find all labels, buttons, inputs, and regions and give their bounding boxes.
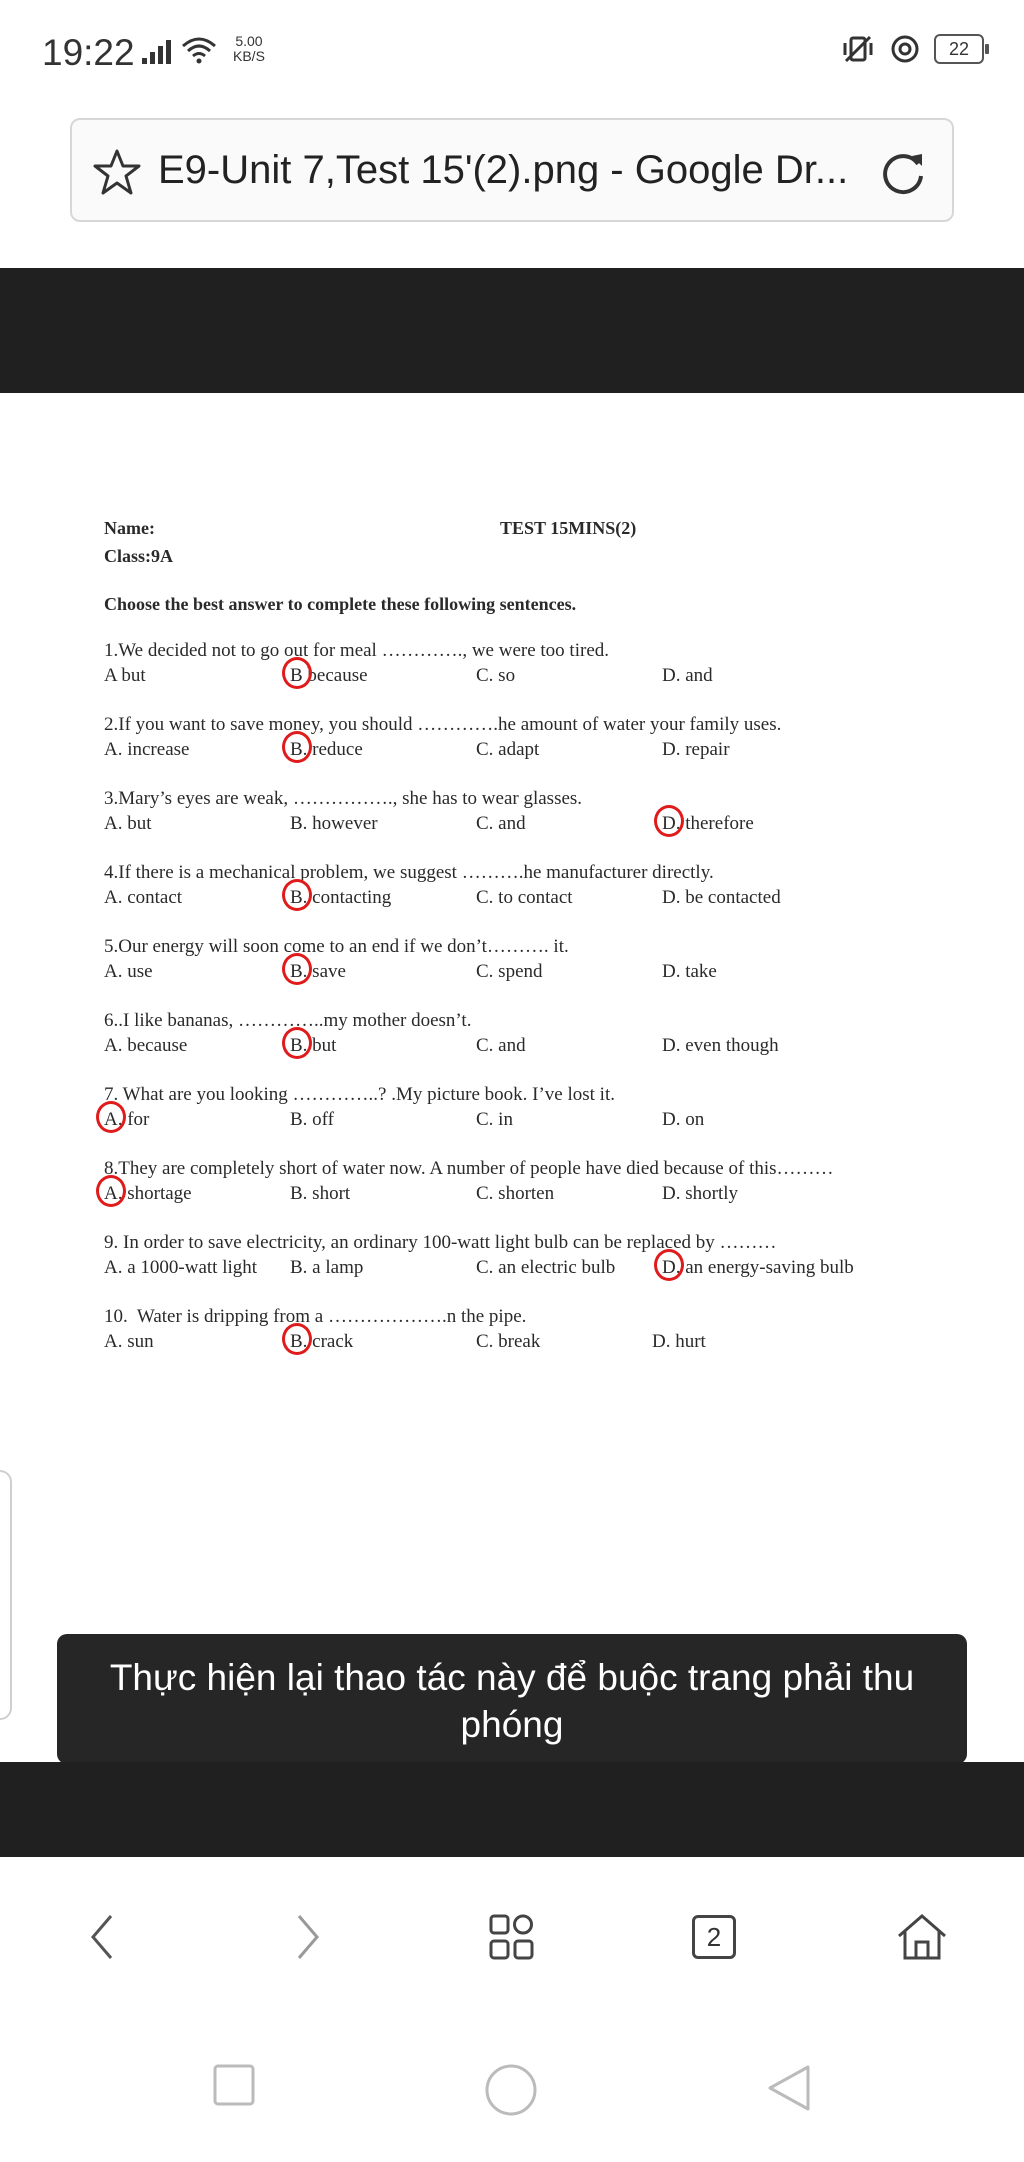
answer-option: D. hurt [652, 1331, 706, 1352]
star-icon[interactable] [92, 148, 142, 196]
home-circle-icon [484, 2063, 538, 2117]
answer-option: D. shortly [662, 1183, 738, 1204]
answer-options [104, 1181, 924, 1207]
back-button[interactable] [72, 1907, 132, 1967]
tabs-button[interactable] [684, 1907, 744, 1967]
question-text: 7. What are you looking …………..? .My picture book. I’ve lost it. [104, 1084, 615, 1105]
status-bar [0, 0, 1024, 105]
viewer-header-band [0, 268, 1024, 393]
question-item [104, 861, 924, 911]
answer-option: C. in [476, 1109, 513, 1130]
instruction: Choose the best answer to complete these following sentences. [104, 594, 577, 614]
question-text: 2.If you want to save money, you should ………….he amount of water your family uses. [104, 714, 782, 735]
browser-toolbar [0, 1857, 1024, 2007]
recents-icon [212, 2063, 256, 2107]
answer-option: B. contacting [290, 887, 392, 908]
question-item [104, 1157, 924, 1207]
answer-options [104, 1033, 924, 1059]
question-item [104, 1305, 924, 1355]
answer-circle-mark [282, 731, 312, 763]
answer-option: D. take [662, 961, 717, 982]
question-text: 3.Mary’s eyes are weak, ……………., she has to wear glasses. [104, 788, 583, 809]
answer-option: C. break [476, 1331, 541, 1352]
answer-option: B. a lamp [290, 1257, 364, 1278]
wifi-icon [181, 36, 217, 64]
answer-option: C. and [476, 813, 526, 834]
answer-circle-mark [96, 1175, 126, 1207]
answer-circle-mark [282, 1323, 312, 1355]
question-list [104, 639, 924, 1355]
answer-option: B. off [290, 1109, 334, 1130]
answer-option: C. an electric bulb [476, 1257, 616, 1278]
side-edge-tab[interactable] [0, 1470, 12, 1720]
answer-option: D. repair [662, 739, 730, 760]
answer-option: D. even though [662, 1035, 779, 1056]
at-sign-icon [890, 34, 920, 64]
answer-option: A. increase [104, 739, 190, 760]
answer-option: A. a 1000-watt light [104, 1257, 258, 1278]
net-speed-unit: KB/S [233, 48, 265, 64]
question-text: 1.We decided not to go out for meal …………., we were too tired. [104, 640, 610, 661]
signal-icon [142, 38, 171, 64]
page-title[interactable]: E9-Unit 7,Test 15'(2).png - Google Dr... [158, 148, 849, 192]
viewer-footer-band [0, 1762, 1024, 1857]
answer-option: C. and [476, 1035, 526, 1056]
question-text: 9. In order to save electricity, an ordinary 100-watt light bulb can be replaced by ……… [104, 1232, 777, 1253]
question-text: 6..I like bananas, …………..my mother doesn’t. [104, 1010, 472, 1031]
reload-icon[interactable] [878, 148, 928, 198]
answer-option: C. so [476, 665, 516, 686]
answer-options [104, 737, 924, 763]
question-item [104, 1009, 924, 1059]
question-item [104, 935, 924, 985]
answer-option: A. because [104, 1035, 188, 1056]
toast-message: Thực hiện lại thao tác này để buộc trang phải thu phóng [57, 1634, 967, 1764]
answer-option: A. but [104, 813, 152, 834]
answer-circle-mark [282, 953, 312, 985]
answer-option: A. sun [104, 1331, 154, 1352]
answer-option: D. and [662, 665, 713, 686]
answer-options [104, 811, 924, 837]
answer-option: B. crack [290, 1331, 354, 1352]
answer-options [104, 959, 924, 985]
home-nav-button[interactable] [484, 2063, 538, 2122]
answer-option: D. on [662, 1109, 705, 1130]
name-label: Name: [104, 518, 155, 538]
home-button[interactable] [892, 1907, 952, 1967]
question-item [104, 1083, 924, 1133]
answer-circle-mark [282, 1027, 312, 1059]
worksheet-image [104, 518, 924, 1355]
answer-option: B because [290, 665, 368, 686]
recents-button[interactable] [212, 2063, 256, 2112]
answer-options [104, 1255, 924, 1281]
answer-option: B. short [290, 1183, 351, 1204]
answer-circle-mark [96, 1101, 126, 1133]
tabs-icon: 2 [692, 1915, 736, 1959]
question-item [104, 713, 924, 763]
home-icon [895, 1912, 949, 1962]
answer-option: A. contact [104, 887, 183, 908]
question-text: 4.If there is a mechanical problem, we suggest ……….he manufacturer directly. [104, 862, 714, 883]
net-speed-value: 5.00 [235, 33, 263, 49]
answer-circle-mark [654, 805, 684, 837]
back-nav-button[interactable] [766, 2063, 812, 2118]
question-text: 10. Water is dripping from a ……………….n the pipe. [104, 1306, 527, 1327]
worksheet-header [104, 518, 924, 576]
system-nav-bar [0, 2007, 1024, 2162]
class-label: Class:9A [104, 546, 174, 566]
answer-option: C. to contact [476, 887, 573, 908]
question-item [104, 787, 924, 837]
answer-option: B. save [290, 961, 346, 982]
answer-options [104, 885, 924, 911]
question-text: 5.Our energy will soon come to an end if we don’t………. it. [104, 936, 569, 957]
menu-grid-icon [487, 1912, 537, 1962]
forward-icon [293, 1912, 323, 1962]
url-bar[interactable] [70, 118, 954, 222]
answer-option: C. shorten [476, 1183, 555, 1204]
answer-option: A. use [104, 961, 153, 982]
answer-option: C. spend [476, 961, 543, 982]
answer-options [104, 1329, 924, 1355]
back-triangle-icon [766, 2063, 812, 2113]
answer-option: A. shortage [104, 1183, 192, 1204]
answer-option: A but [104, 665, 146, 686]
net-speed [233, 34, 265, 64]
answer-option: D. therefore [662, 813, 754, 834]
battery-icon: 22 [934, 34, 984, 64]
status-right [840, 34, 984, 64]
answer-option: B. reduce [290, 739, 363, 760]
answer-circle-mark [282, 879, 312, 911]
answer-circle-mark [282, 657, 312, 689]
menu-button[interactable] [482, 1907, 542, 1967]
forward-button[interactable] [278, 1907, 338, 1967]
answer-option: D. be contacted [662, 887, 781, 908]
question-item [104, 1231, 924, 1281]
answer-options [104, 663, 924, 689]
answer-option: B. however [290, 813, 378, 834]
answer-option: A. for [104, 1109, 150, 1130]
answer-options [104, 1107, 924, 1133]
answer-circle-mark [654, 1249, 684, 1281]
answer-option: C. adapt [476, 739, 540, 760]
answer-option: D. an energy-saving bulb [662, 1257, 854, 1278]
worksheet-title: TEST 15MINS(2) [500, 518, 637, 538]
vibrate-icon [840, 34, 876, 64]
status-network [142, 34, 265, 64]
back-icon [87, 1912, 117, 1962]
question-item [104, 639, 924, 689]
status-time: 19:22 [42, 32, 135, 73]
answer-option: B. but [290, 1035, 337, 1056]
question-text: 8.They are completely short of water now. A number of people have died because of this……… [104, 1158, 834, 1179]
